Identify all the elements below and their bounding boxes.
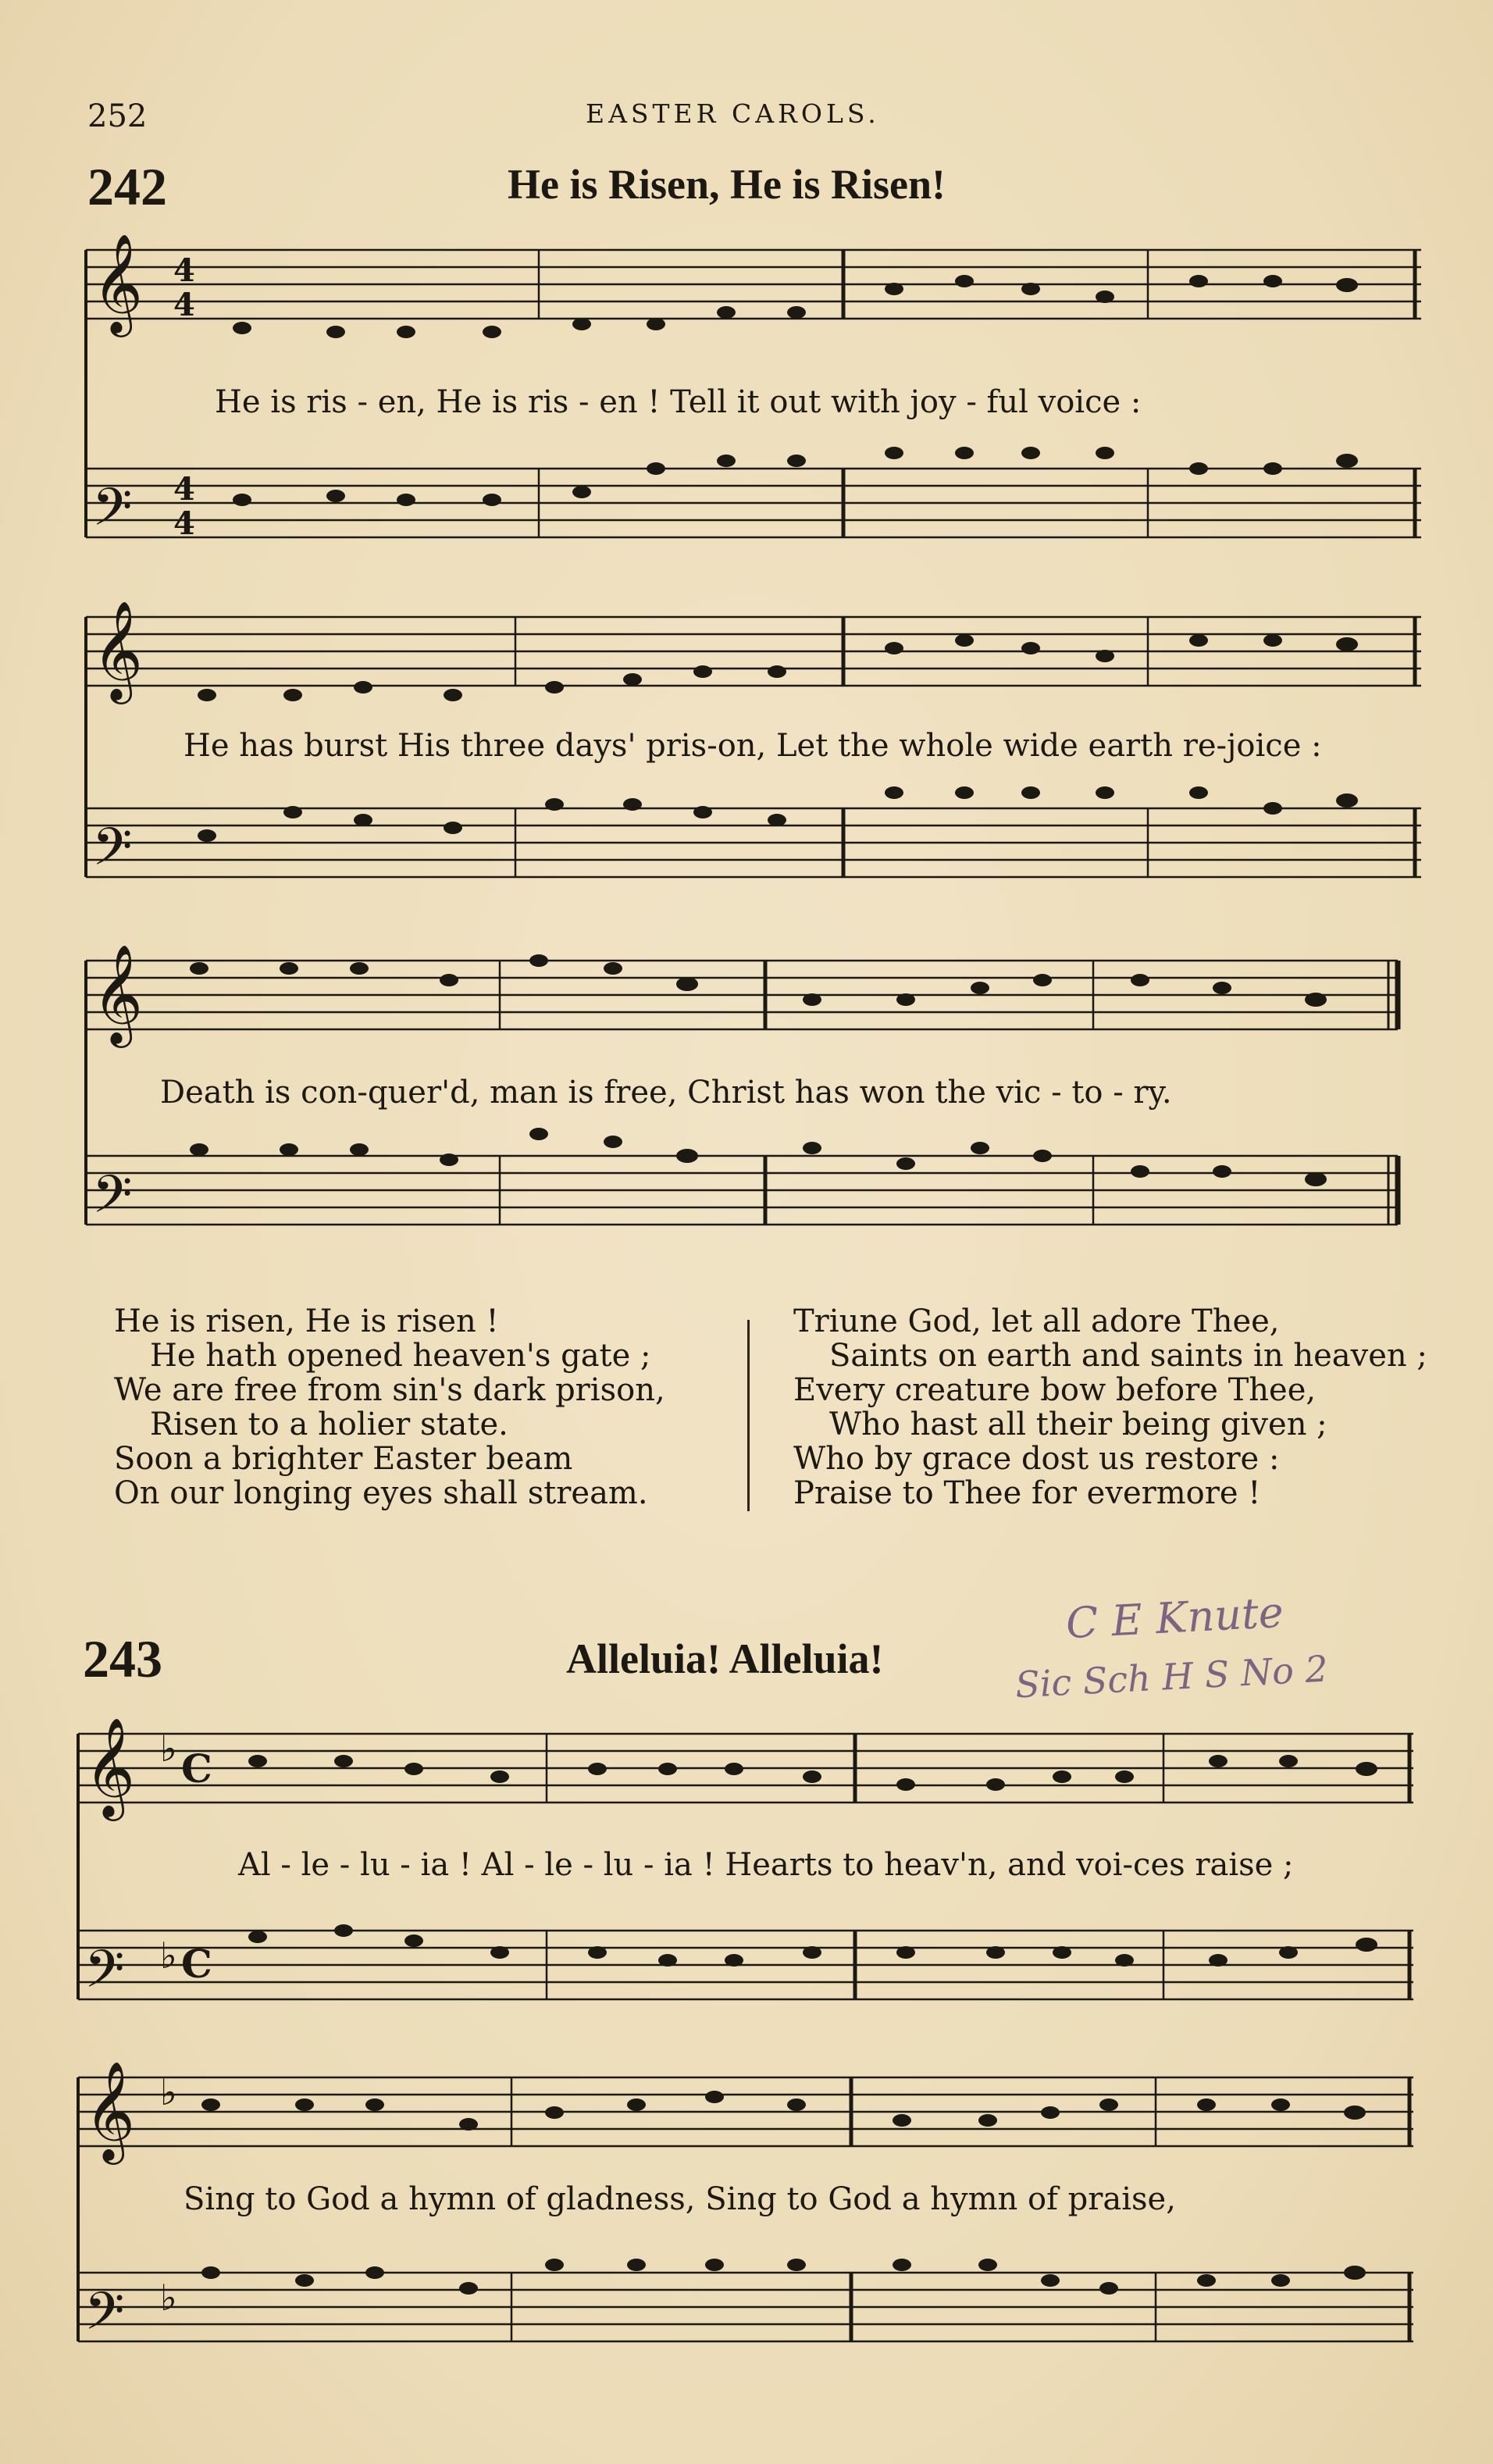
svg-text:C: C <box>181 1941 212 1987</box>
lyric-line-243-1: Al - le - lu - ia ! Al - le - lu - ia ! Hearts to heav'n, and voi-ces raise ; <box>238 1847 1294 1883</box>
verse-left-line: Risen to a holier state. <box>150 1407 508 1442</box>
svg-text:𝄞: 𝄞 <box>92 234 144 333</box>
svg-text:𝄞: 𝄞 <box>92 600 144 700</box>
svg-text:𝄢: 𝄢 <box>92 817 133 890</box>
verse-divider <box>747 1320 750 1511</box>
page-number: 252 <box>87 98 148 134</box>
svg-text:4: 4 <box>173 252 195 289</box>
verse-right-line: Every creature bow before Thee, <box>793 1372 1317 1408</box>
verse-right-line: Who by grace dost us restore : <box>793 1441 1280 1477</box>
svg-text:♭: ♭ <box>160 1934 177 1977</box>
section-title: EASTER CAROLS. <box>586 98 880 129</box>
svg-text:𝄢: 𝄢 <box>84 2281 125 2354</box>
svg-text:4: 4 <box>173 287 195 323</box>
svg-text:𝄞: 𝄞 <box>84 2060 136 2160</box>
verse-left-line: Soon a brighter Easter beam <box>114 1441 573 1477</box>
verse-right <box>793 1304 1427 1510</box>
verse-left-line: He hath opened heaven's gate ; <box>150 1338 651 1374</box>
svg-text:♭: ♭ <box>160 2071 177 2113</box>
verse-right-line: Triune God, let all adore Thee, <box>793 1303 1280 1339</box>
handwritten-note-2: Sic Sch H S No 2 <box>1014 1647 1329 1706</box>
svg-text:𝄞: 𝄞 <box>92 943 144 1043</box>
verse-left <box>114 1304 665 1510</box>
hymn-title-242: He is Risen, He is Risen! <box>508 161 946 208</box>
svg-text:♭: ♭ <box>160 1728 177 1770</box>
hymn-number-243: 243 <box>83 1629 162 1688</box>
lyric-line-243-2: Sing to God a hymn of gladness, Sing to God a hymn of praise, <box>184 2181 1176 2217</box>
lyric-line-242-2: He has burst His three days' pris-on, Let the whole wide earth re-joice : <box>184 728 1322 764</box>
svg-text:𝄢: 𝄢 <box>92 1164 133 1237</box>
svg-text:♭: ♭ <box>160 2277 177 2319</box>
svg-text:𝄢: 𝄢 <box>92 477 133 550</box>
lyric-line-242-3: Death is con-quer'd, man is free, Christ has won the vic - to - ry. <box>160 1075 1172 1111</box>
svg-text:C: C <box>181 1745 212 1792</box>
svg-text:𝄢: 𝄢 <box>84 1939 125 2012</box>
lyric-line-242-1: He is ris - en, He is ris - en ! Tell it out with joy - ful voice : <box>215 384 1142 420</box>
verse-right-line: Saints on earth and saints in heaven ; <box>829 1338 1427 1374</box>
hymn-number-242: 242 <box>87 157 167 216</box>
hymn-title-243: Alleluia! Alleluia! <box>566 1635 884 1682</box>
verse-right-line: Praise to Thee for evermore ! <box>793 1475 1261 1511</box>
svg-text:4: 4 <box>173 471 195 508</box>
verse-right-line: Who hast all their being given ; <box>829 1407 1327 1442</box>
verse-left-line: We are free from sin's dark prison, <box>114 1372 665 1408</box>
svg-text:4: 4 <box>173 505 195 542</box>
svg-text:𝄞: 𝄞 <box>84 1718 136 1817</box>
handwritten-note-1: C E Knute <box>1064 1587 1285 1649</box>
verse-left-line: On our longing eyes shall stream. <box>114 1475 648 1511</box>
verse-left-line: He is risen, He is risen ! <box>114 1303 499 1339</box>
